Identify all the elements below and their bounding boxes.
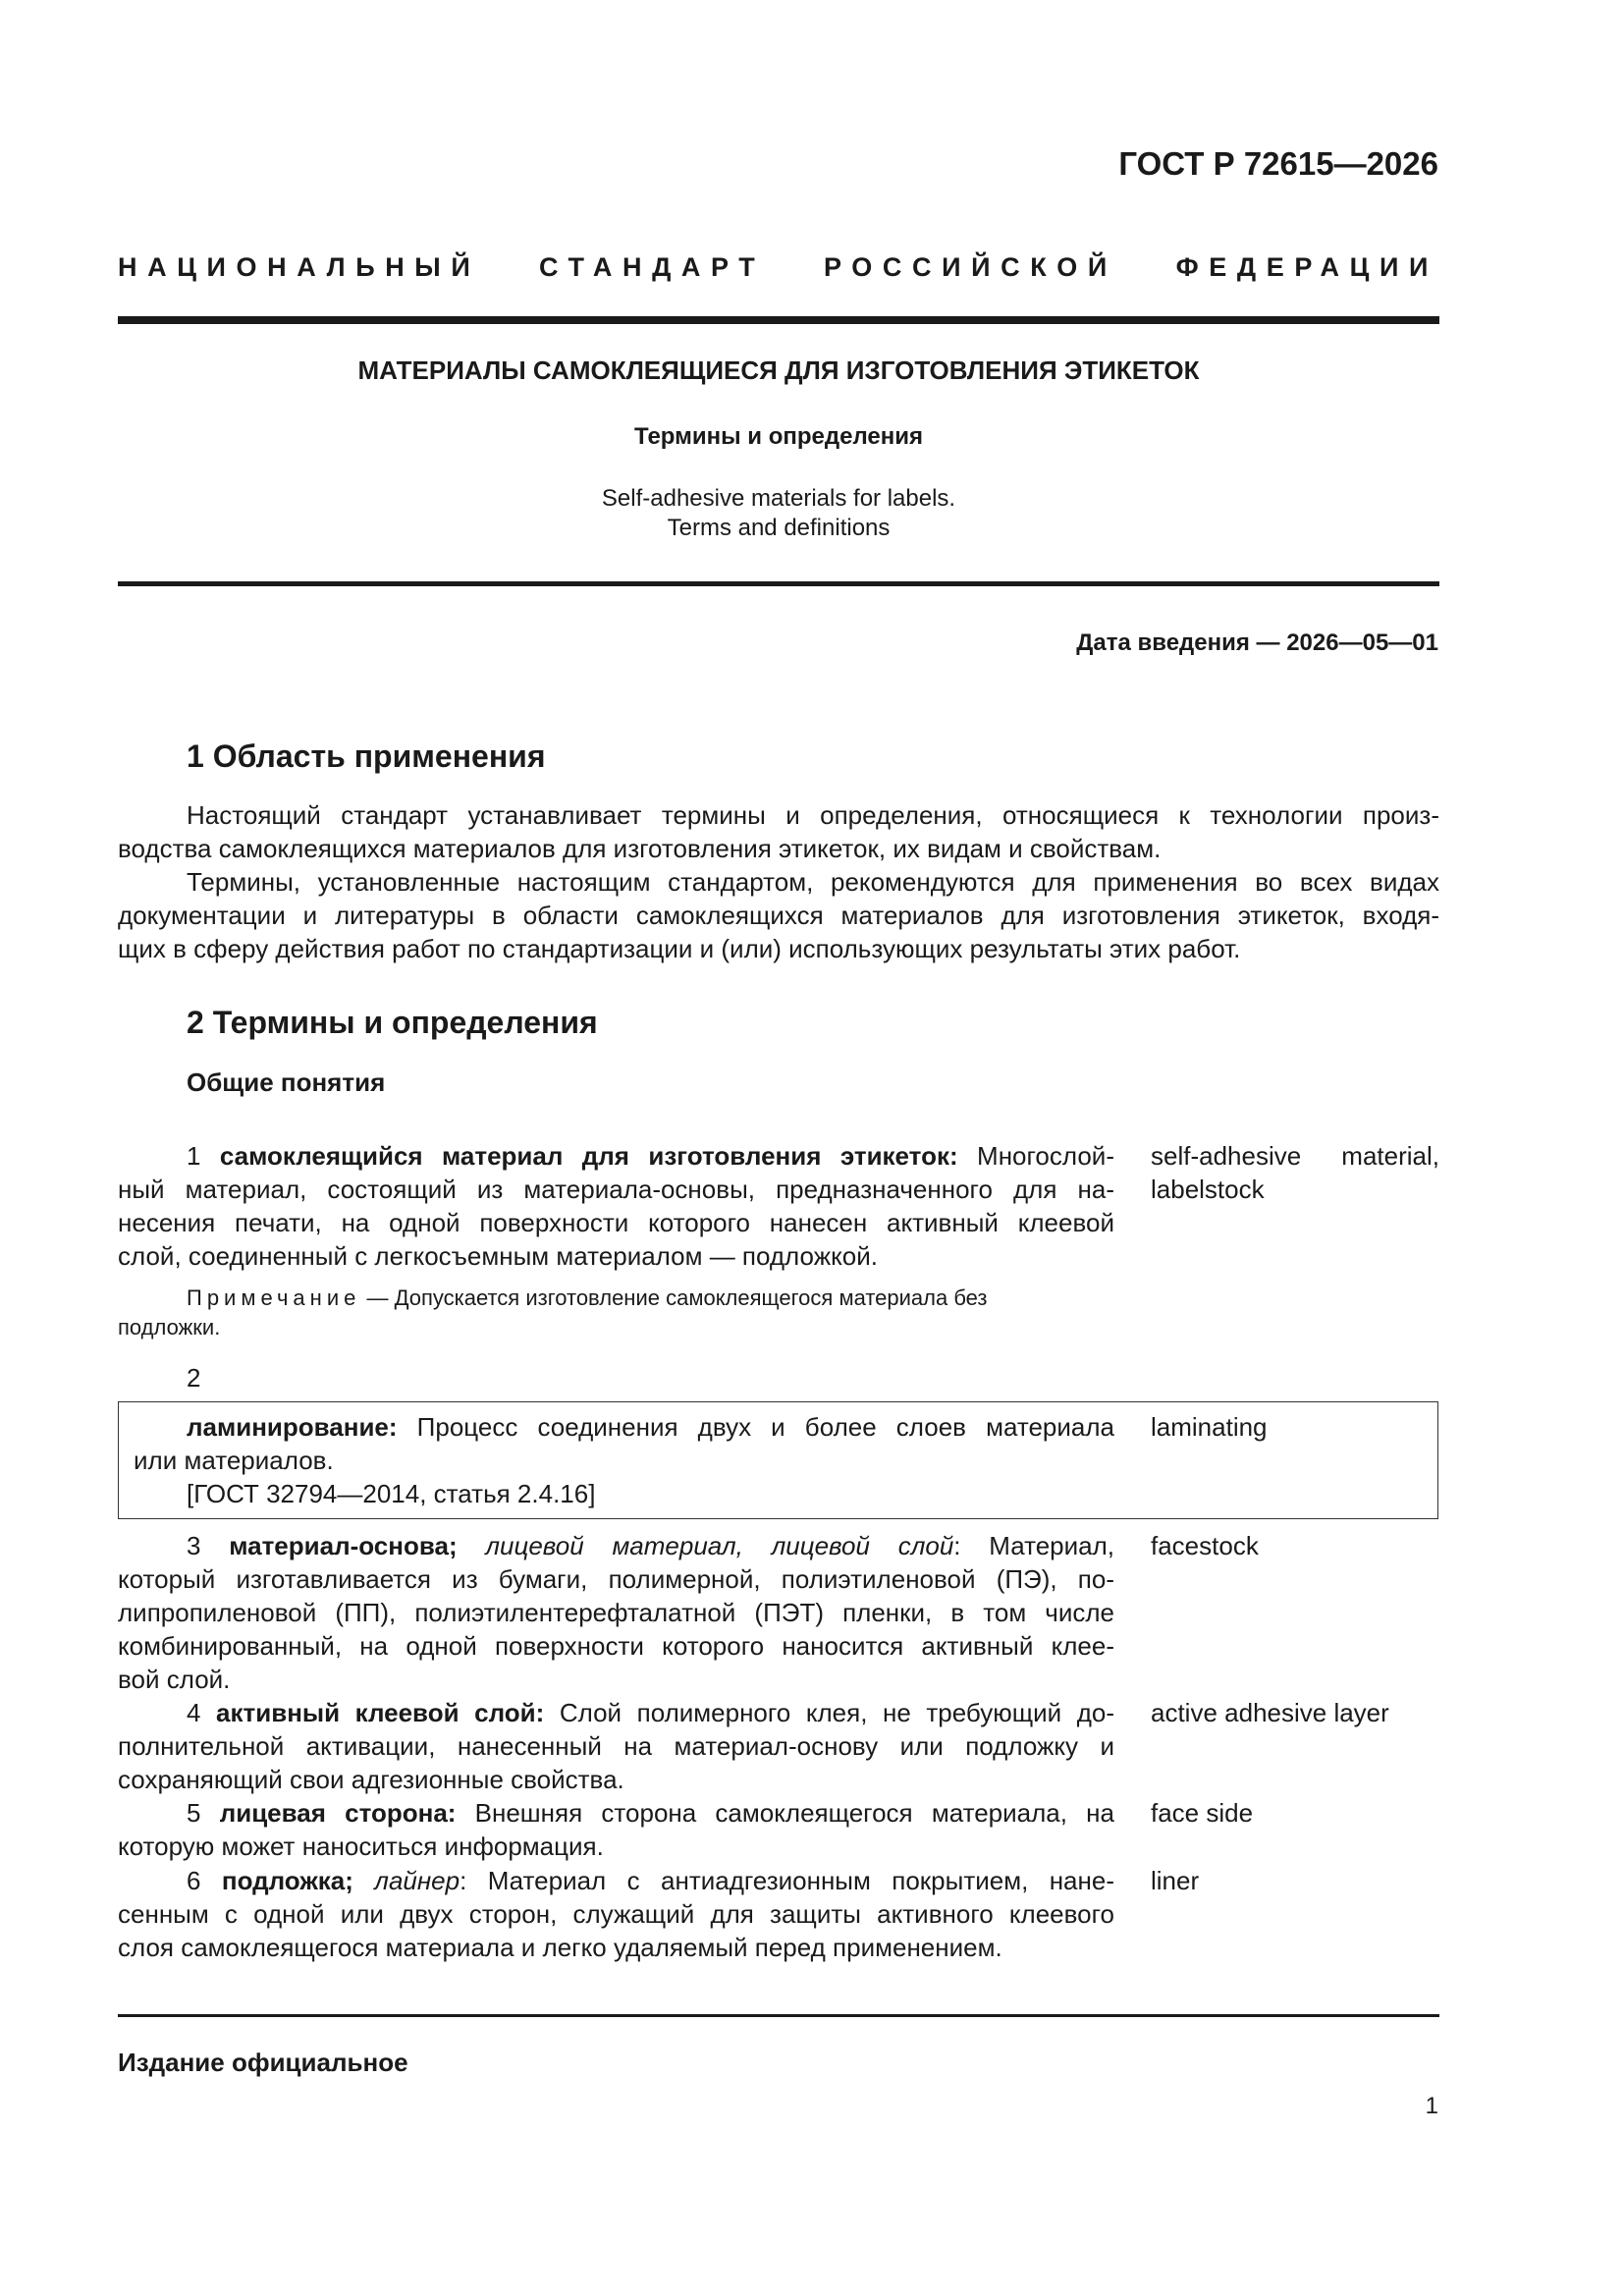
definition-line: полнительной активации, нанесенный на материал-основу или подложку и <box>118 1731 1114 1761</box>
term-number: 6 <box>187 1866 222 1895</box>
definition-line: сохраняющий свои адгезионные свойства. <box>118 1765 624 1794</box>
text-line: щих в сферу действия работ по стандартизации и (или) использующих результаты этих работ. <box>118 934 1241 963</box>
definition-line: которую может наноситься информация. <box>118 1831 604 1861</box>
national-standard-heading: НАЦИОНАЛЬНЫЙ СТАНДАРТ РОССИЙСКОЙ ФЕДЕРАЦИИ <box>118 252 1438 282</box>
english-line: labelstock <box>1151 1175 1265 1204</box>
term-group-heading: Общие понятия <box>187 1067 386 1097</box>
term-name: ламинирование: <box>187 1412 398 1442</box>
introduction-date: Дата введения — 2026—05—01 <box>1076 629 1438 656</box>
term-name: лицевая сторона: <box>219 1798 457 1828</box>
english-title-line-1: Self-adhesive materials for labels. <box>601 485 956 512</box>
text-line: документации и литературы в области самоклеящихся материалов для изготовления этикеток, входя- <box>118 901 1439 930</box>
english-equivalent-1 <box>1151 1139 1439 1206</box>
official-edition-label: Издание официальное <box>118 2048 408 2077</box>
text-line: Настоящий стандарт устанавливает термины и определения, относящиеся к технологии произ- <box>187 800 1439 830</box>
note-text: — Допускается изготовление самоклеящегося материала без <box>360 1285 988 1310</box>
text-line: Термины, установленные настоящим стандартом, рекомендуются для применения во всех видах <box>187 867 1439 897</box>
definition-line: липропиленовой (ПП), полиэтилентерефталатной (ПЭТ) пленки, в том числе <box>118 1598 1114 1627</box>
definition-line: ный материал, состоящий из материала-основы, предназначенного для на- <box>118 1175 1114 1204</box>
note-first-line <box>118 1284 1114 1313</box>
term-entry-1 <box>118 1139 1114 1273</box>
term-name: активный клеевой слой: <box>216 1698 545 1727</box>
english-equivalent-2: laminating <box>1151 1412 1268 1442</box>
text-line: водства самоклеящихся материалов для изготовления этикеток, их видам и свойствам. <box>118 834 1162 863</box>
term-name: самоклеящийся материал для изготовления этикеток: <box>219 1141 958 1171</box>
scope-paragraph-1 <box>118 798 1439 865</box>
source-reference: [ГОСТ 32794—2014, статья 2.4.16] <box>187 1479 596 1508</box>
header-rule <box>118 316 1439 324</box>
term-first-line <box>118 1529 1114 1562</box>
term-number: 4 <box>187 1698 217 1727</box>
definition-line: или материалов. <box>134 1446 334 1475</box>
term-definition-start: : Материал, <box>953 1531 1115 1560</box>
section-heading-terms: 2 Термины и определения <box>187 1005 598 1040</box>
english-line: self-adhesive material, <box>1151 1141 1439 1171</box>
term-first-line <box>118 1139 1114 1173</box>
term-definition-start: Многослой- <box>957 1141 1114 1171</box>
definition-line: слоя самоклеящегося материала и легко удаляемый перед применением. <box>118 1933 1002 1962</box>
document-subtitle: Термины и определения <box>633 423 924 450</box>
term-definition-start: Процесс соединения двух и более слоев материала <box>397 1412 1114 1442</box>
definition-line: несения печати, на одной поверхности которого нанесен активный клеевой <box>118 1208 1114 1237</box>
term-entry-2 <box>118 1410 1114 1510</box>
term-note <box>118 1284 1114 1342</box>
definition-line: сенным с одной или двух сторон, служащий для защиты активного клеевого <box>118 1899 1114 1929</box>
term-first-line <box>118 1410 1114 1444</box>
term-entry-5 <box>118 1796 1114 1863</box>
document-title: МАТЕРИАЛЫ САМОКЛЕЯЩИЕСЯ ДЛЯ ИЗГОТОВЛЕНИЯ ЭТИКЕТОК <box>357 355 1200 385</box>
english-equivalent-5: face side <box>1151 1798 1254 1828</box>
english-equivalent-3: facestock <box>1151 1531 1259 1560</box>
term-first-line <box>118 1796 1114 1830</box>
term-first-line <box>118 1864 1114 1897</box>
term-synonyms: лайнер <box>352 1866 460 1895</box>
term-entry-3 <box>118 1529 1114 1696</box>
term-definition-start: Внешняя сторона самоклеящегося материала, на <box>456 1798 1114 1828</box>
definition-line: комбинированный, на одной поверхности которого наносится активный клее- <box>118 1631 1114 1661</box>
scope-paragraph-2 <box>118 865 1439 965</box>
term-name: подложка; <box>221 1866 353 1895</box>
footer-rule <box>118 2014 1439 2017</box>
english-equivalent-4: active adhesive layer <box>1151 1698 1389 1727</box>
definition-line: который изготавливается из бумаги, полимерной, полиэтиленовой (ПЭ), по- <box>118 1564 1114 1594</box>
english-title-line-2: Terms and definitions <box>667 515 891 541</box>
title-rule <box>118 581 1439 586</box>
term-number: 5 <box>187 1798 220 1828</box>
term-definition-start: Слой полимерного клея, не требующий до- <box>544 1698 1114 1727</box>
term-name: материал-основа; <box>229 1531 458 1560</box>
term-synonyms: лицевой материал, лицевой слой <box>457 1531 954 1560</box>
document-code: ГОСТ Р 72615—2026 <box>1118 145 1438 182</box>
term-number: 2 <box>187 1363 201 1393</box>
english-equivalent-6: liner <box>1151 1866 1200 1895</box>
section-heading-scope: 1 Область применения <box>187 738 546 774</box>
definition-line: слой, соединенный с легкосъемным материалом — подложкой. <box>118 1241 878 1271</box>
term-first-line <box>118 1696 1114 1729</box>
term-entry-4 <box>118 1696 1114 1796</box>
note-line: подложки. <box>118 1315 221 1339</box>
term-definition-start: : Материал с антиадгезионным покрытием, нане- <box>460 1866 1114 1895</box>
note-label: Примечание <box>187 1285 361 1310</box>
definition-line: вой слой. <box>118 1665 231 1694</box>
term-number: 1 <box>187 1141 201 1171</box>
term-number: 3 <box>187 1531 230 1560</box>
page-number: 1 <box>1425 2093 1438 2119</box>
term-entry-6 <box>118 1864 1114 1964</box>
